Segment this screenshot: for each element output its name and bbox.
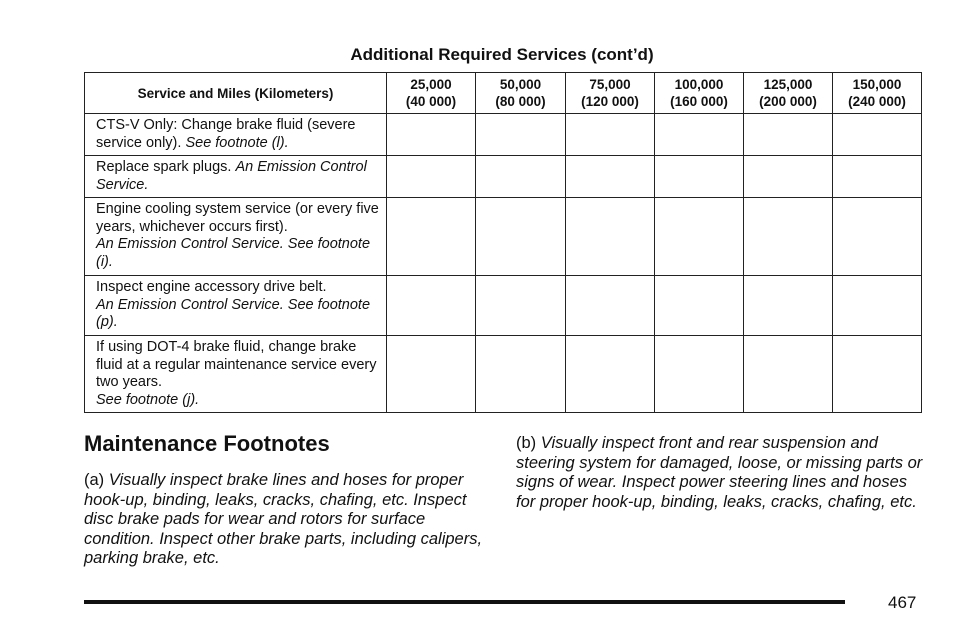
schedule-cell [744, 198, 833, 276]
schedule-cell [655, 156, 744, 198]
column-header-50000 [476, 73, 566, 114]
schedule-cell [387, 156, 476, 198]
schedule-cell [387, 276, 476, 336]
miles-label: 75,000 [589, 77, 631, 92]
schedule-cell [476, 336, 566, 413]
column-header-75000 [566, 73, 655, 114]
schedule-cell [476, 156, 566, 198]
table-row [85, 336, 922, 413]
footnotes-heading: Maintenance Footnotes [84, 431, 330, 456]
km-label: (240 000) [848, 94, 906, 109]
footnote-a [84, 471, 484, 569]
schedule-cell [476, 198, 566, 276]
km-label: (160 000) [670, 94, 728, 109]
schedule-cell [744, 114, 833, 156]
miles-label: 100,000 [674, 77, 724, 92]
footnote-b-label: (b) [516, 434, 541, 452]
km-label: (120 000) [581, 94, 639, 109]
table-title: Additional Required Services (cont’d) [350, 45, 654, 64]
column-header-125000 [744, 73, 833, 114]
schedule-cell [476, 114, 566, 156]
schedule-cell [833, 276, 922, 336]
schedule-cell [566, 336, 655, 413]
miles-label: 50,000 [499, 77, 542, 92]
footnote-b-text: Visually inspect front and rear suspension and steering system for damaged, loose, or missing parts or signs of wear. Inspect power steering lines and hoses for proper hook-up, binding, leaks, cracks, chafing, etc. [516, 434, 923, 511]
schedule-cell [833, 336, 922, 413]
footer-rule [84, 600, 845, 604]
page-number: 467 [888, 593, 917, 612]
service-description: Inspect engine accessory drive belt. An Emission Control Service. See footnote (p). [85, 276, 387, 336]
schedule-cell [566, 114, 655, 156]
service-description: If using DOT-4 brake fluid, change brake fluid at a regular maintenance service every two years. See footnote (j). [85, 336, 387, 413]
service-description: Engine cooling system service (or every five years, whichever occurs first). An Emission Control Service. See footnote (i). [85, 198, 387, 276]
schedule-cell [744, 336, 833, 413]
column-header-service: Service and Miles (Kilometers) [85, 73, 387, 114]
miles-label: 150,000 [852, 77, 902, 92]
schedule-cell [566, 276, 655, 336]
schedule-cell [387, 114, 476, 156]
miles-label: 25,000 [410, 77, 452, 92]
footnote-a-label: (a) [84, 471, 109, 489]
miles-label: 125,000 [763, 77, 813, 92]
schedule-cell [833, 156, 922, 198]
table-header-row [85, 73, 922, 114]
schedule-cell [387, 198, 476, 276]
table-row [85, 276, 922, 336]
km-label: (200 000) [759, 94, 817, 109]
schedule-cell [655, 336, 744, 413]
service-description: Replace spark plugs. An Emission Control Service. [85, 156, 387, 198]
column-header-100000 [655, 73, 744, 114]
schedule-cell [744, 276, 833, 336]
schedule-cell [833, 114, 922, 156]
km-label: (80 000) [495, 94, 546, 109]
km-label: (40 000) [405, 94, 457, 109]
schedule-cell [744, 156, 833, 198]
schedule-cell [476, 276, 566, 336]
column-header-150000 [833, 73, 922, 114]
schedule-cell [655, 276, 744, 336]
schedule-cell [655, 198, 744, 276]
table-row [85, 114, 922, 156]
table-row [85, 156, 922, 198]
schedule-cell [566, 156, 655, 198]
services-table [84, 72, 922, 413]
schedule-cell [566, 198, 655, 276]
column-header-25000 [387, 73, 476, 114]
footnote-a-text: Visually inspect brake lines and hoses for proper hook-up, binding, leaks, cracks, chafing, etc. Inspect disc brake pads for wear and rotors for surface condition. Inspect other brake parts, including calipers, parking brake, etc. [84, 471, 483, 568]
schedule-cell [833, 198, 922, 276]
table-row [85, 198, 922, 276]
footnote-b [516, 434, 926, 512]
service-description: CTS-V Only: Change brake fluid (severe service only). See footnote (l). [85, 114, 387, 156]
schedule-cell [387, 336, 476, 413]
schedule-cell [655, 114, 744, 156]
